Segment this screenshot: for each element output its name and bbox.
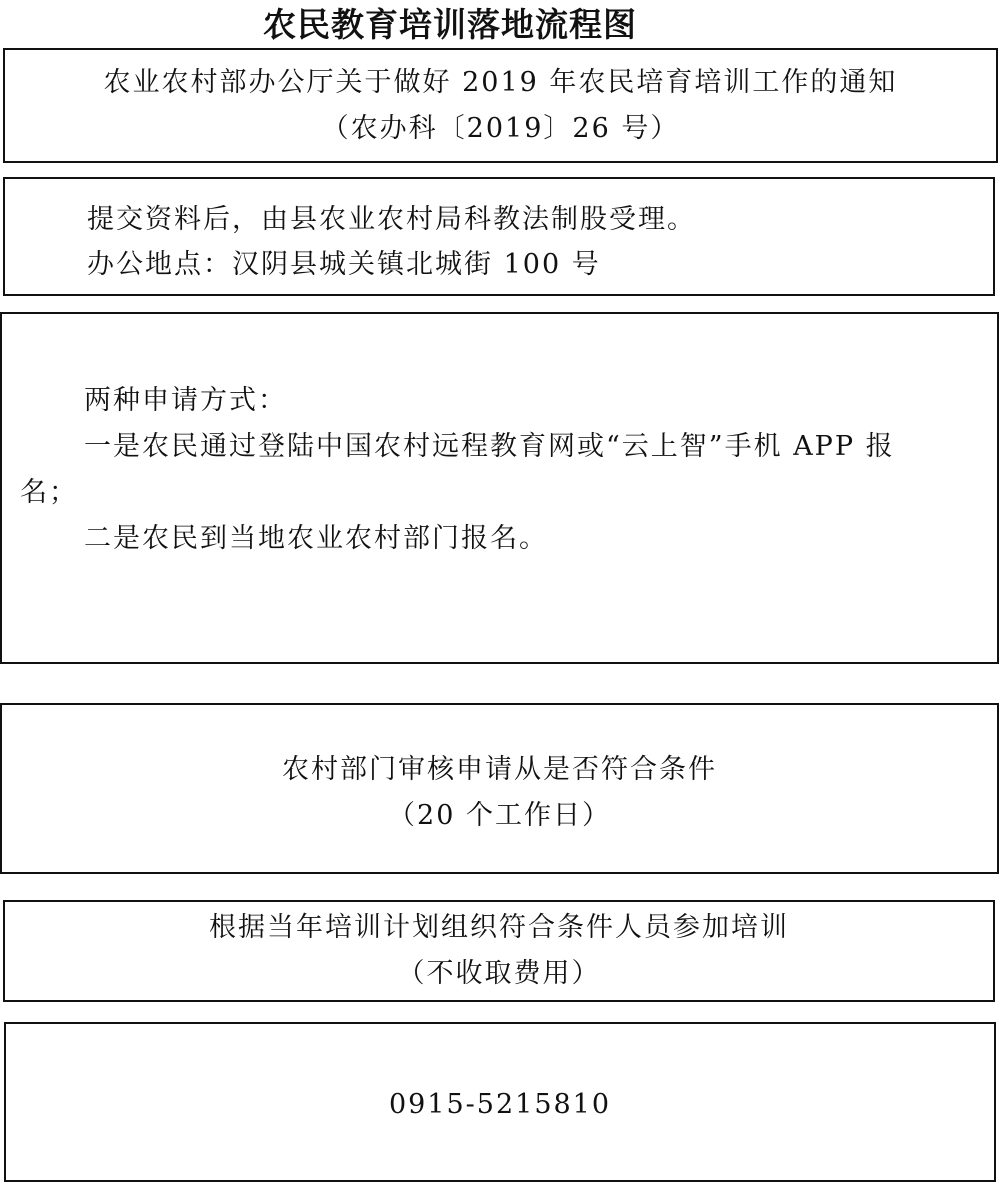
notice-docnumber-line: （农办科〔2019〕26 号） [321,112,680,144]
acceptance-line: 提交资料后，由县农业农村局科教法制股受理。 [87,204,696,235]
flow-step-acceptance [3,177,995,296]
notice-title-line: 农业农村部办公厅关于做好 2019 年农民培育培训工作的通知 [103,66,898,98]
flow-step-application-methods [0,312,999,664]
flow-step-training [3,900,995,1002]
method-one-line: 一是农民通过登陆中国农村远程教育网或“云上智”手机 APP 报 [84,431,895,462]
method-one-continuation: 名； [20,477,78,508]
methods-heading: 两种申请方式： [84,385,287,416]
flow-step-contact [4,1022,996,1182]
office-address-line: 办公地点：汉阴县城关镇北城街 100 号 [87,249,601,280]
flow-step-notice [3,48,998,163]
training-fee-line: （不收取费用） [397,958,601,989]
review-line: 农村部门审核申请从是否符合条件 [282,753,717,785]
training-line: 根据当年培训计划组织符合条件人员参加培训 [209,912,789,943]
review-duration-line: （20 个工作日） [388,799,611,831]
page-title: 农民教育培训落地流程图 [263,5,637,44]
contact-phone: 0915-5215810 [388,1089,612,1120]
method-two-line: 二是农民到当地农业农村部门报名。 [84,523,548,554]
flow-step-review [0,703,999,874]
